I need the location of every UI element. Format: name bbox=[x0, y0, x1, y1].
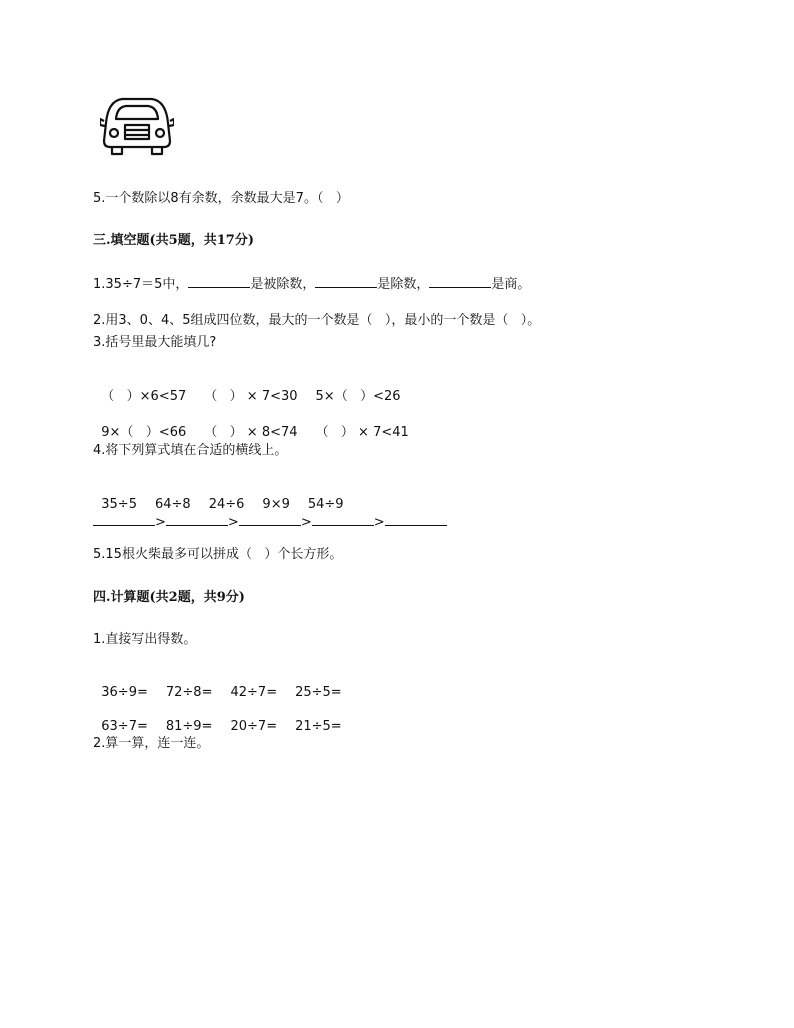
q3-item: （ ）×6<57 bbox=[101, 389, 187, 404]
q3-item: （ ） × 8<74 bbox=[204, 425, 298, 440]
greater-than-sign: > bbox=[373, 515, 385, 530]
fill-q1-prefix: 1.35÷7＝5中， bbox=[93, 277, 189, 292]
calc-item: 72÷8= bbox=[165, 685, 213, 700]
fill-q1-part1: 是被除数， bbox=[250, 277, 316, 292]
calc-item: 20÷7= bbox=[230, 719, 278, 734]
q3-row-2 bbox=[93, 406, 427, 442]
calc-item: 42÷7= bbox=[230, 685, 278, 700]
fill-q1-part2: 是除数， bbox=[377, 277, 430, 292]
q4-expression: 9×9 bbox=[262, 497, 290, 512]
fill-question-1 bbox=[93, 274, 530, 294]
q3-row-1 bbox=[93, 370, 419, 406]
answer-blank[interactable] bbox=[93, 512, 155, 526]
q3-item: 9×（ ）<66 bbox=[101, 425, 187, 440]
greater-than-sign: > bbox=[155, 515, 166, 530]
answer-blank[interactable] bbox=[429, 274, 491, 288]
answer-blank[interactable] bbox=[385, 512, 447, 526]
q3-item: 5×（ ）<26 bbox=[315, 389, 401, 404]
calc-item: 63÷7= bbox=[101, 719, 148, 734]
calc-question-2: 2.算一算，连一连。 bbox=[93, 736, 210, 751]
calc-item: 21÷5= bbox=[295, 719, 342, 734]
calc-question-1: 1.直接写出得数。 bbox=[93, 632, 197, 647]
q4-expression: 64÷8 bbox=[154, 497, 191, 512]
q4-expression: 54÷9 bbox=[307, 497, 344, 512]
calc-row-1 bbox=[93, 666, 360, 702]
calc-item: 81÷9= bbox=[165, 719, 213, 734]
q4-expressions bbox=[93, 478, 362, 514]
judge-question-5: 5.一个数除以8有余数，余数最大是7。（ ） bbox=[93, 191, 349, 206]
answer-blank[interactable] bbox=[188, 274, 250, 288]
fill-question-3: 3.括号里最大能填几? bbox=[93, 335, 217, 350]
calc-item: 36÷9= bbox=[101, 685, 148, 700]
answer-blank[interactable] bbox=[315, 274, 377, 288]
greater-than-sign: > bbox=[300, 515, 312, 530]
fill-question-4: 4.将下列算式填在合适的横线上。 bbox=[93, 443, 288, 458]
greater-than-sign: > bbox=[227, 515, 239, 530]
fill-question-5: 5.15根火柴最多可以拼成（ ）个长方形。 bbox=[93, 547, 343, 562]
section-4-title: 四.计算题(共2题，共9分) bbox=[93, 590, 245, 605]
section-3-title: 三.填空题(共5题，共17分) bbox=[93, 233, 254, 248]
q3-item: （ ） × 7<41 bbox=[315, 425, 409, 440]
answer-blank[interactable] bbox=[166, 512, 228, 526]
fill-question-2: 2.用3、0、4、5组成四位数，最大的一个数是（ ），最小的一个数是（ ）。 bbox=[93, 313, 541, 328]
answer-blank[interactable] bbox=[239, 512, 301, 526]
q4-answer-chain bbox=[93, 512, 447, 532]
calc-item: 25÷5= bbox=[295, 685, 342, 700]
q4-expression: 24÷6 bbox=[208, 497, 245, 512]
car-illustration bbox=[100, 95, 174, 157]
q4-expression: 35÷5 bbox=[101, 497, 137, 512]
answer-blank[interactable] bbox=[312, 512, 374, 526]
calc-row-2 bbox=[93, 700, 360, 736]
q3-item: （ ） × 7<30 bbox=[204, 389, 298, 404]
fill-q1-part3: 是商。 bbox=[491, 277, 531, 292]
